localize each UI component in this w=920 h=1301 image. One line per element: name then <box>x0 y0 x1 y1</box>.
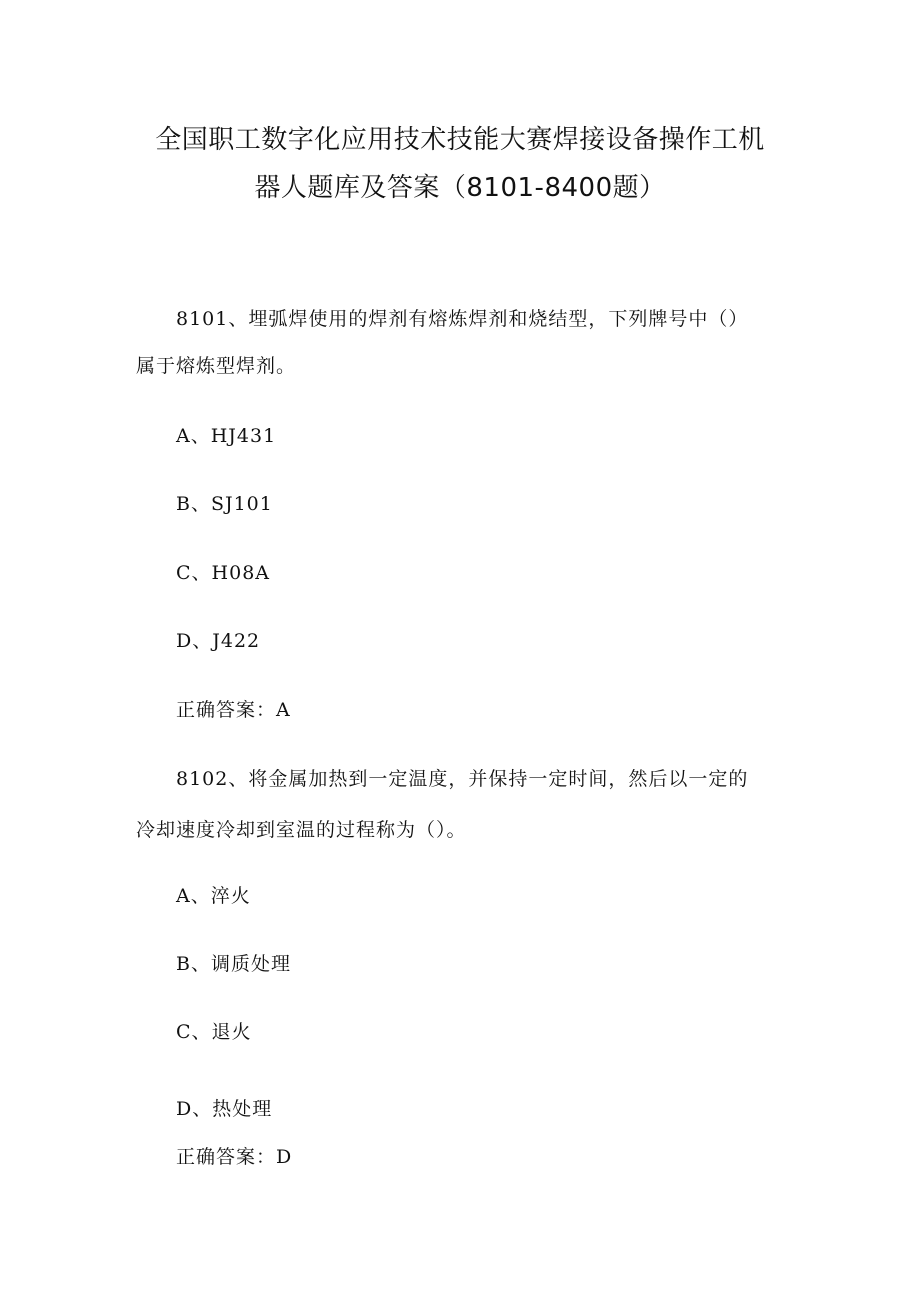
option-d: D、热处理 <box>176 1098 273 1120</box>
option-c: C、H08A <box>176 562 271 584</box>
question-stem-continuation: 冷却速度冷却到室温的过程称为（）。 <box>136 819 467 841</box>
option-a: A、HJ431 <box>176 425 277 447</box>
title-line-1: 全国职工数字化应用技术技能大赛焊接设备操作工机 <box>155 125 765 155</box>
option-d: D、J422 <box>176 630 261 652</box>
title-line-2: 器人题库及答案（8101-8400题） <box>254 173 666 203</box>
question-stem-continuation: 属于熔炼型焊剂。 <box>136 355 297 377</box>
correct-answer: 正确答案：D <box>176 1146 293 1168</box>
option-b: B、SJ101 <box>176 493 273 515</box>
question-stem: 8101、埋弧焊使用的焊剂有熔炼焊剂和烧结型，下列牌号中（） <box>176 308 749 330</box>
option-b: B、调质处理 <box>176 953 291 975</box>
question-stem: 8102、将金属加热到一定温度，并保持一定时间，然后以一定的 <box>176 768 749 790</box>
option-c: C、退火 <box>176 1021 252 1043</box>
correct-answer: 正确答案：A <box>176 699 291 721</box>
page-title <box>0 116 920 212</box>
option-a: A、淬火 <box>176 885 251 907</box>
